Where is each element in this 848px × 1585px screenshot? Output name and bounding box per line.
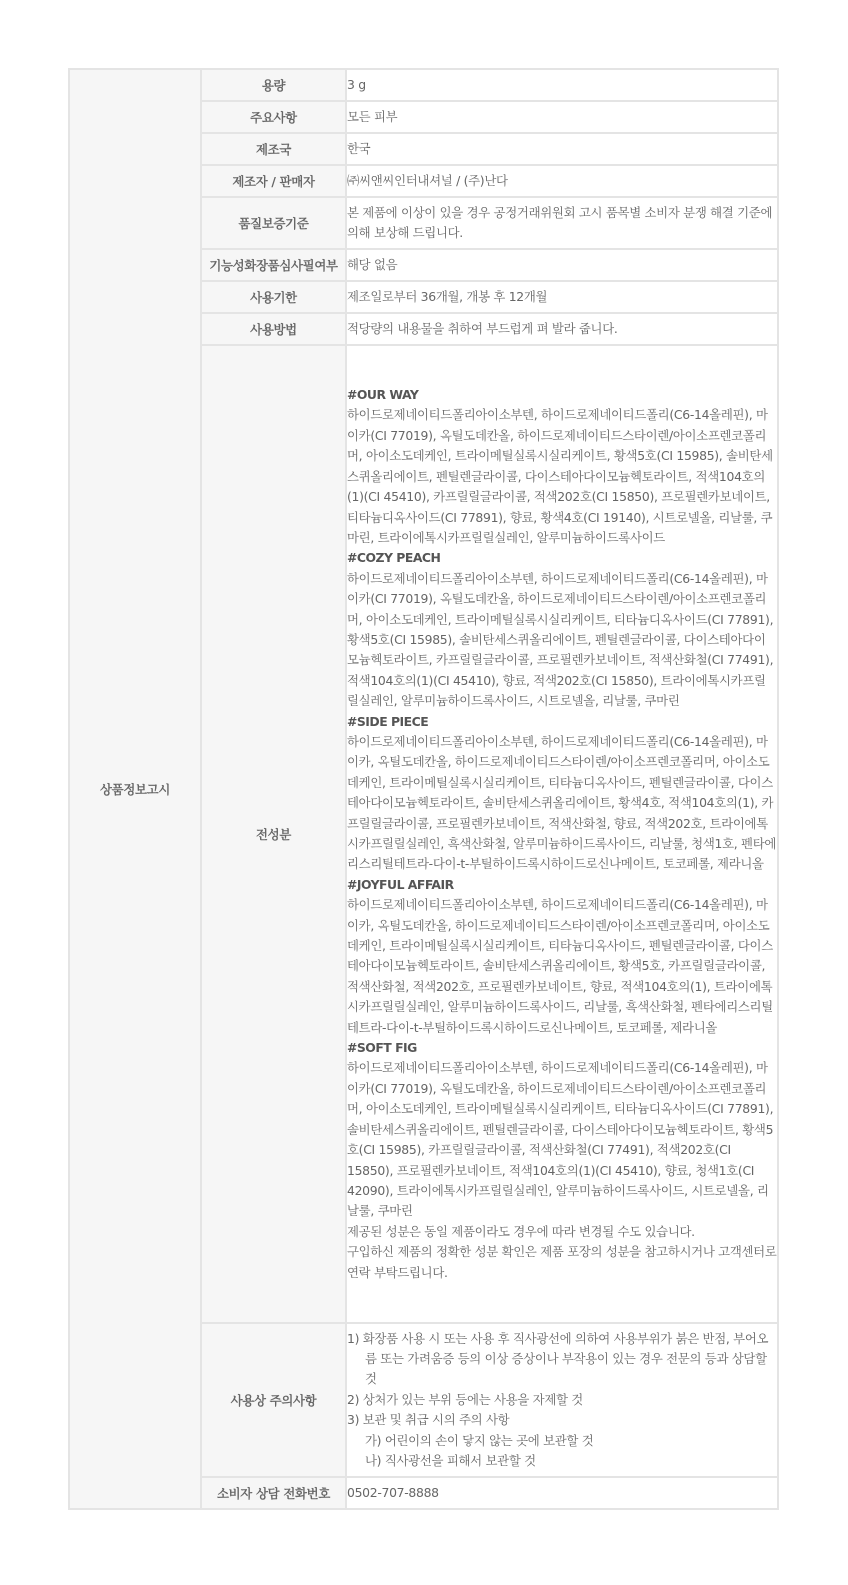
row-value-contact: 0502-707-8888: [346, 1477, 778, 1509]
ingredient-section-title: #COZY PEACH: [347, 550, 441, 566]
row-value-country: 한국: [346, 133, 778, 165]
ingredient-section-title: #JOYFUL AFFAIR: [347, 876, 454, 892]
row-value-cautions: [346, 1323, 778, 1477]
ingredient-note: 제공된 성분은 동일 제품이라도 경우에 따라 변경될 수도 있습니다.: [347, 1223, 695, 1239]
row-label-country: 제조국: [201, 133, 346, 165]
ingredient-section-text: 하이드로제네이티드폴리아이소부텐, 하이드로제네이티드폴리(C6-14올레핀), 마이카(CI 77019), 옥틸도데칸올, 하이드로제네이티드스타이렌/아이소프렌코폴리머, 아이소도데케인, 트라이메틸실록시실리케이트, 황색5호(CI 15985), 솔비탄세스퀴올리에이트, 펜틸렌글라이콜, 다이스테아다이모늄헥토라이트, 적색104호의(1)(CI 45410), 카프릴릴글라이콜, 적색202호(CI 15850), 프로필렌카보네이트, 티타늄디옥사이드(CI 77891), 향료, 황색4호(CI 19140), 시트로넬올, 리날룰, 쿠마린, 트라이에톡시카프릴릴실레인, 알루미늄하이드록사이드: [347, 407, 773, 545]
row-label-ingredients: 전성분: [201, 345, 346, 1323]
caution-sub-item: 가) 어린이의 손이 닿지 않는 곳에 보관할 것: [365, 1432, 594, 1448]
caution-list: [347, 1329, 777, 1431]
row-value-usage: 적당량의 내용물을 취하여 부드럽게 펴 발라 줍니다.: [346, 313, 778, 345]
row-label-expiry: 사용기한: [201, 281, 346, 313]
ingredient-section-text: 하이드로제네이티드폴리아이소부텐, 하이드로제네이티드폴리(C6-14올레핀), 마이카(CI 77019), 옥틸도데칸올, 하이드로제네이티드스타이렌/아이소프렌코폴리머, 아이소도데케인, 트라이메틸실록시실리케이트, 티타늄디옥사이드(CI 77891), 황색5호(CI 15985), 솔비탄세스퀴올리에이트, 펜틸렌글라이콜, 다이스테아다이모늄헥토라이트, 카프릴릴글라이콜, 프로필렌카보네이트, 적색산화철(CI 77491), 적색104호의(1)(CI 45410), 향료, 적색202호(CI 15850), 트라이에톡시카프릴릴실레인, 알루미늄하이드록사이드, 시트로넬올, 리날룰, 쿠마린: [347, 570, 774, 709]
table-row: [69, 69, 778, 101]
row-value-expiry: 제조일로부터 36개월, 개봉 후 12개월: [346, 281, 778, 313]
ingredient-section-text: 하이드로제네이티드폴리아이소부텐, 하이드로제네이티드폴리(C6-14올레핀), 마이카, 옥틸도데칸올, 하이드로제네이티드스타이렌/아이소프렌코폴리머, 아이소도데케인, 트라이메틸실록시실리케이트, 티타늄디옥사이드, 펜틸렌글라이콜, 다이스테아다이모늄헥토라이트, 솔비탄세스퀴올리에이트, 황색4호, 적색104호의(1), 카프릴릴글라이콜, 프로필렌카보네이트, 적색산화철, 향료, 적색202호, 트라이에톡시카프릴릴실레인, 흑색산화철, 알루미늄하이드록사이드, 리날룰, 청색1호, 펜타에리스리틸테트라-다이-t-부틸하이드록시하이드로신나메이트, 토코페롤, 제라니올: [347, 733, 777, 872]
caution-item: 1) 화장품 사용 시 또는 사용 후 직사광선에 의하여 사용부위가 붉은 반점, 부어오름 또는 가려움증 등의 이상 증상이나 부작용이 있는 경우 전문의 등과 상담할 것: [347, 1330, 769, 1387]
caution-item: 2) 상처가 있는 부위 등에는 사용을 자제할 것: [347, 1391, 583, 1407]
row-value-ingredients: [346, 345, 778, 1323]
row-label-functional-review: 기능성화장품심사필여부: [201, 249, 346, 281]
caution-item: 3) 보관 및 취급 시의 주의 사항: [347, 1412, 510, 1428]
caution-sub-item: 나) 직사광선을 피해서 보관할 것: [365, 1453, 536, 1469]
row-value-manufacturer: ㈜씨앤씨인터내셔널 / (주)난다: [346, 165, 778, 197]
row-value-quality-standard: 본 제품에 이상이 있을 경우 공정거래위원회 고시 품목별 소비자 분쟁 해결 기준에 의해 보상해 드립니다.: [346, 197, 778, 249]
row-label-usage: 사용방법: [201, 313, 346, 345]
ingredient-section-title: #SOFT FIG: [347, 1040, 417, 1056]
caution-sub-list: [347, 1431, 777, 1472]
row-value-main-info: 모든 피부: [346, 101, 778, 133]
ingredient-section-text: 하이드로제네이티드폴리아이소부텐, 하이드로제네이티드폴리(C6-14올레핀), 마이카, 옥틸도데칸올, 하이드로제네이티드스타이렌/아이소프렌코폴리머, 아이소도데케인, 트라이메틸실록시실리케이트, 티타늄디옥사이드, 펜틸렌글라이콜, 다이스테아다이모늄헥토라이트, 솔비탄세스퀴올리에이트, 황색5호, 카프릴릴글라이콜, 적색산화철, 적색202호, 프로필렌카보네이트, 향료, 적색104호의(1), 트라이에톡시카프릴릴실레인, 알루미늄하이드록사이드, 리날룰, 흑색산화철, 펜타에리스리틸테트라-다이-t-부틸하이드록시하이드로신나메이트, 토코페롤, 제라니올: [347, 897, 773, 1035]
row-value-functional-review: 해당 없음: [346, 249, 778, 281]
row-label-contact: 소비자 상담 전화번호: [201, 1477, 346, 1509]
row-value-capacity: 3 g: [346, 69, 778, 101]
group-label: 상품정보고시: [69, 69, 201, 1509]
ingredient-section-text: 하이드로제네이티드폴리아이소부텐, 하이드로제네이티드폴리(C6-14올레핀), 마이카(CI 77019), 옥틸도데칸올, 하이드로제네이티드스타이렌/아이소프렌코폴리머, 아이소도데케인, 트라이메틸실록시실리케이트, 티타늄디옥사이드(CI 77891), 솔비탄세스퀴올리에이트, 펜틸렌글라이콜, 다이스테아다이모늄헥토라이트, 황색5호(CI 15985), 카프릴릴글라이콜, 적색산화철(CI 77491), 적색202호(CI 15850), 프로필렌카보네이트, 적색104호의(1)(CI 45410), 향료, 청색1호(CI 42090), 트라이에톡시카프릴릴실레인, 알루미늄하이드록사이드, 시트로넬올, 리날룰, 쿠마린: [347, 1060, 774, 1219]
ingredient-section-title: #OUR WAY: [347, 387, 419, 403]
row-label-manufacturer: 제조자 / 판매자: [201, 165, 346, 197]
ingredient-note: 구입하신 제품의 정확한 성분 확인은 제품 포장의 성분을 참고하시거나 고객센터로 연락 부탁드립니다.: [347, 1244, 777, 1280]
row-label-capacity: 용량: [201, 69, 346, 101]
row-label-main-info: 주요사항: [201, 101, 346, 133]
ingredient-section-title: #SIDE PIECE: [347, 713, 429, 729]
product-info-notice: [68, 68, 779, 1510]
product-info-table: [68, 68, 779, 1510]
row-label-quality-standard: 품질보증기준: [201, 197, 346, 249]
row-label-cautions: 사용상 주의사항: [201, 1323, 346, 1477]
